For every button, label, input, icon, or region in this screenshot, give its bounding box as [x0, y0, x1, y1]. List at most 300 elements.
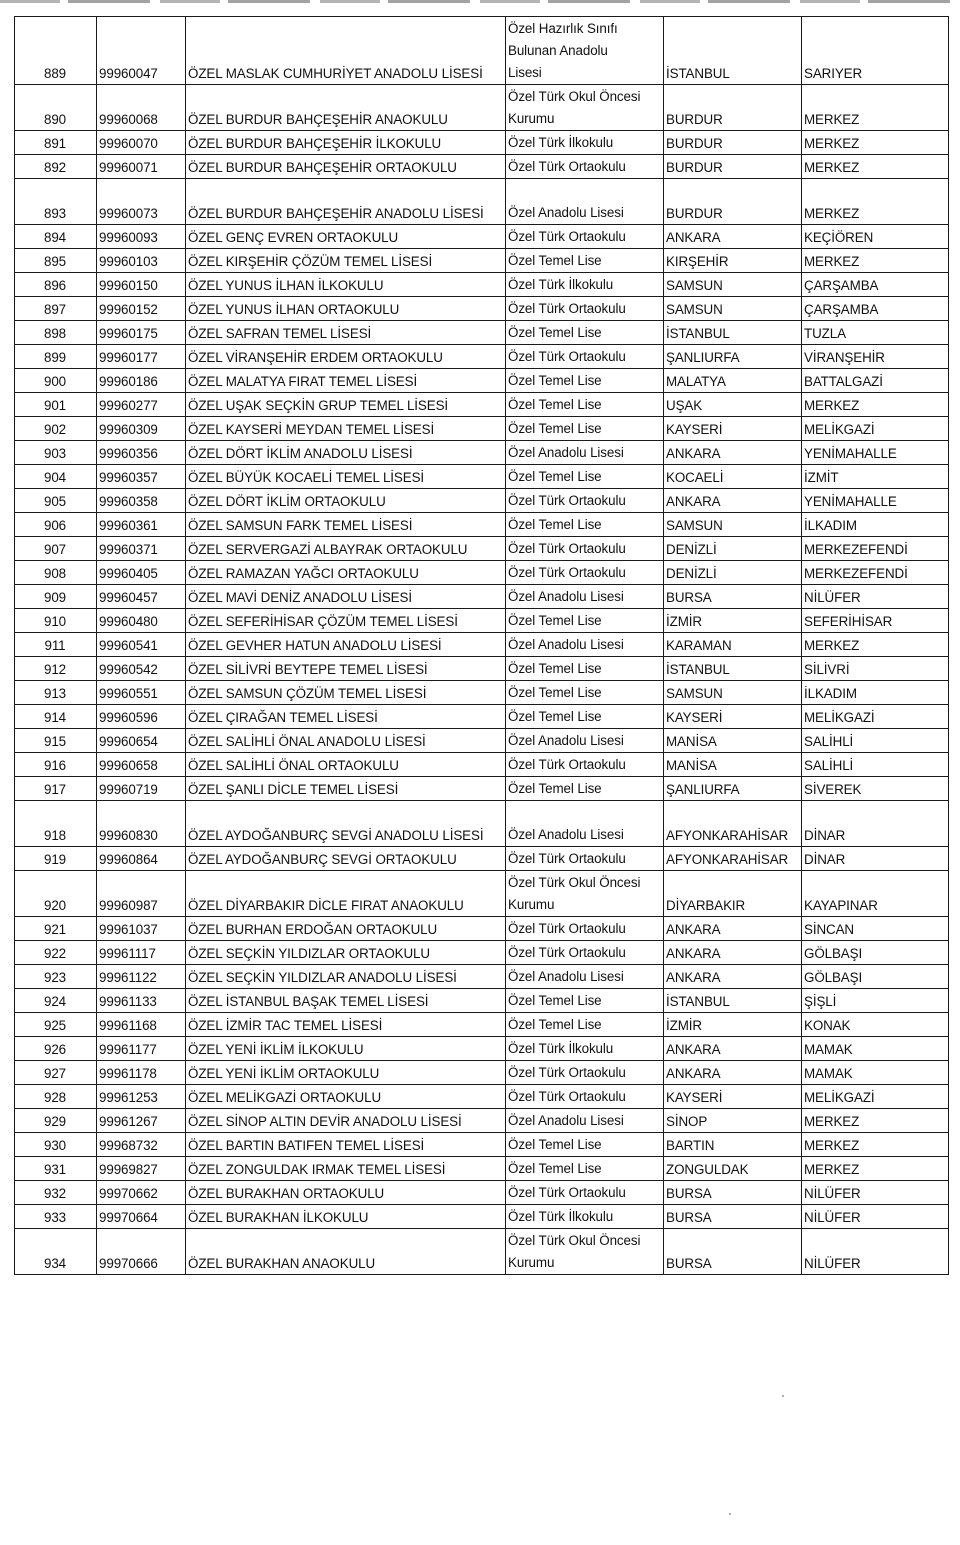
cell-row-number: 908 [15, 561, 97, 585]
table-row [15, 585, 949, 609]
cell-province: SİNOP [664, 1109, 802, 1133]
cell-province: BURDUR [664, 85, 802, 131]
cell-institution-code: 99960309 [97, 417, 186, 441]
cell-institution-code: 99960361 [97, 513, 186, 537]
cell-institution-code: 99960480 [97, 609, 186, 633]
cell-row-number: 926 [15, 1037, 97, 1061]
table-row [15, 609, 949, 633]
cell-institution-type [506, 989, 664, 1013]
cell-row-number: 895 [15, 249, 97, 273]
table-row [15, 155, 949, 179]
cell-school-name: ÖZEL SALİHLİ ÖNAL ANADOLU LİSESİ [186, 729, 506, 753]
cell-district: İZMİT [802, 465, 949, 489]
institution-type-line: Özel Temel Lise [508, 613, 602, 628]
cell-school-name: ÖZEL BURHAN ERDOĞAN ORTAOKULU [186, 917, 506, 941]
cell-school-name: ÖZEL SEFERİHİSAR ÇÖZÜM TEMEL LİSESİ [186, 609, 506, 633]
cell-school-name: ÖZEL GENÇ EVREN ORTAOKULU [186, 225, 506, 249]
cell-row-number: 910 [15, 609, 97, 633]
cell-row-number: 933 [15, 1205, 97, 1229]
cell-institution-code: 99961122 [97, 965, 186, 989]
institution-type-line: Özel Türk Ortaokulu [508, 1065, 626, 1080]
institution-type-line: Özel Türk Ortaokulu [508, 493, 626, 508]
institution-type-line: Özel Temel Lise [508, 253, 602, 268]
cell-institution-type [506, 17, 664, 85]
cell-institution-code: 99960103 [97, 249, 186, 273]
cell-district: YENİMAHALLE [802, 489, 949, 513]
cell-district: MERKEZ [802, 179, 949, 225]
cell-school-name: ÖZEL BÜYÜK KOCAELİ TEMEL LİSESİ [186, 465, 506, 489]
institution-type-line: Özel Türk İlkokulu [508, 135, 614, 150]
cell-institution-type [506, 1109, 664, 1133]
cell-province: MANİSA [664, 729, 802, 753]
institution-type-line: Özel Türk Ortaokulu [508, 757, 626, 772]
cell-institution-type [506, 657, 664, 681]
cell-school-name: ÖZEL SEÇKİN YILDIZLAR ORTAOKULU [186, 941, 506, 965]
institution-type-line: Özel Türk Ortaokulu [508, 1089, 626, 1104]
table-row [15, 753, 949, 777]
cell-row-number: 912 [15, 657, 97, 681]
cell-row-number: 892 [15, 155, 97, 179]
cell-row-number: 929 [15, 1109, 97, 1133]
table-row [15, 1085, 949, 1109]
table-row [15, 1013, 949, 1037]
cell-province: BURSA [664, 1205, 802, 1229]
table-row [15, 417, 949, 441]
cell-row-number: 921 [15, 917, 97, 941]
cell-province: KARAMAN [664, 633, 802, 657]
cell-school-name: ÖZEL VİRANŞEHİR ERDEM ORTAOKULU [186, 345, 506, 369]
table-row [15, 1061, 949, 1085]
cell-institution-type [506, 179, 664, 225]
institution-type-line: Özel Türk Ortaokulu [508, 229, 626, 244]
cell-institution-code: 99960070 [97, 131, 186, 155]
cell-institution-type [506, 729, 664, 753]
cell-district: SİNCAN [802, 917, 949, 941]
cell-district: SARIYER [802, 17, 949, 85]
table-row [15, 705, 949, 729]
cell-row-number: 903 [15, 441, 97, 465]
institution-type-line: Özel Türk Ortaokulu [508, 159, 626, 174]
institution-type-line: Özel Temel Lise [508, 1017, 602, 1032]
table-row [15, 179, 949, 225]
cell-institution-code: 99960864 [97, 847, 186, 871]
institution-type-line: Özel Türk Ortaokulu [508, 921, 626, 936]
cell-institution-type [506, 681, 664, 705]
cell-institution-type [506, 417, 664, 441]
cell-province: KIRŞEHİR [664, 249, 802, 273]
scan-edge-artifact [0, 0, 960, 3]
institution-type-line: Özel Türk Ortaokulu [508, 565, 626, 580]
cell-district: YENİMAHALLE [802, 441, 949, 465]
cell-district: İLKADIM [802, 513, 949, 537]
cell-row-number: 894 [15, 225, 97, 249]
cell-province: BURDUR [664, 155, 802, 179]
cell-district: MAMAK [802, 1061, 949, 1085]
table-body [15, 17, 949, 1275]
cell-row-number: 907 [15, 537, 97, 561]
table-row [15, 777, 949, 801]
cell-row-number: 902 [15, 417, 97, 441]
cell-school-name: ÖZEL SALİHLİ ÖNAL ORTAOKULU [186, 753, 506, 777]
cell-institution-type [506, 1013, 664, 1037]
cell-province: DİYARBAKIR [664, 871, 802, 917]
cell-province: İSTANBUL [664, 321, 802, 345]
cell-province: KOCAELİ [664, 465, 802, 489]
cell-institution-code: 99960654 [97, 729, 186, 753]
cell-district: NİLÜFER [802, 585, 949, 609]
cell-district: DİNAR [802, 801, 949, 847]
cell-school-name: ÖZEL KIRŞEHİR ÇÖZÜM TEMEL LİSESİ [186, 249, 506, 273]
cell-province: KAYSERİ [664, 417, 802, 441]
cell-institution-code: 99960405 [97, 561, 186, 585]
institution-type-line: Kurumu [508, 111, 555, 126]
institution-type-line: Özel Temel Lise [508, 421, 602, 436]
cell-row-number: 924 [15, 989, 97, 1013]
institution-type-line: Özel Temel Lise [508, 373, 602, 388]
cell-province: İZMİR [664, 1013, 802, 1037]
cell-institution-type [506, 871, 664, 917]
institution-type-line: Özel Hazırlık Sınıfı [508, 21, 618, 36]
cell-district: DİNAR [802, 847, 949, 871]
table-row [15, 941, 949, 965]
table-row [15, 465, 949, 489]
table-row [15, 1205, 949, 1229]
cell-district: MELİKGAZİ [802, 705, 949, 729]
cell-row-number: 930 [15, 1133, 97, 1157]
table-row [15, 965, 949, 989]
cell-institution-type [506, 1085, 664, 1109]
institution-type-line: Özel Temel Lise [508, 1161, 602, 1176]
cell-district: MERKEZEFENDİ [802, 561, 949, 585]
cell-district: ÇARŞAMBA [802, 273, 949, 297]
cell-district: NİLÜFER [802, 1229, 949, 1275]
table-row [15, 297, 949, 321]
cell-school-name: ÖZEL YUNUS İLHAN ORTAOKULU [186, 297, 506, 321]
cell-province: ANKARA [664, 1061, 802, 1085]
cell-school-name: ÖZEL RAMAZAN YAĞCI ORTAOKULU [186, 561, 506, 585]
institution-type-line: Özel Anadolu Lisesi [508, 205, 624, 220]
cell-institution-code: 99960987 [97, 871, 186, 917]
cell-school-name: ÖZEL YUNUS İLHAN İLKOKULU [186, 273, 506, 297]
cell-school-name: ÖZEL MALATYA FIRAT TEMEL LİSESİ [186, 369, 506, 393]
cell-province: SAMSUN [664, 273, 802, 297]
cell-institution-code: 99960830 [97, 801, 186, 847]
cell-row-number: 911 [15, 633, 97, 657]
institution-type-line: Özel Türk İlkokulu [508, 277, 614, 292]
cell-district: GÖLBAŞI [802, 965, 949, 989]
cell-row-number: 914 [15, 705, 97, 729]
institution-type-line: Özel Temel Lise [508, 781, 602, 796]
cell-school-name: ÖZEL SİLİVRİ BEYTEPE TEMEL LİSESİ [186, 657, 506, 681]
cell-institution-code: 99961178 [97, 1061, 186, 1085]
cell-province: DENİZLİ [664, 537, 802, 561]
cell-district: SİVEREK [802, 777, 949, 801]
cell-province: ANKARA [664, 917, 802, 941]
cell-district: SALİHLİ [802, 753, 949, 777]
cell-school-name: ÖZEL YENİ İKLİM İLKOKULU [186, 1037, 506, 1061]
institution-type-line: Özel Türk Ortaokulu [508, 945, 626, 960]
cell-school-name: ÖZEL DÖRT İKLİM ANADOLU LİSESİ [186, 441, 506, 465]
cell-row-number: 922 [15, 941, 97, 965]
cell-row-number: 928 [15, 1085, 97, 1109]
cell-row-number: 890 [15, 85, 97, 131]
table-row [15, 681, 949, 705]
cell-district: MERKEZ [802, 85, 949, 131]
cell-row-number: 909 [15, 585, 97, 609]
cell-institution-code: 99961117 [97, 941, 186, 965]
cell-province: SAMSUN [664, 297, 802, 321]
institution-type-line: Özel Temel Lise [508, 517, 602, 532]
cell-school-name: ÖZEL GEVHER HATUN ANADOLU LİSESİ [186, 633, 506, 657]
cell-province: İSTANBUL [664, 657, 802, 681]
cell-district: GÖLBAŞI [802, 941, 949, 965]
cell-institution-code: 99960177 [97, 345, 186, 369]
cell-institution-code: 99960093 [97, 225, 186, 249]
cell-district: İLKADIM [802, 681, 949, 705]
institution-type-line: Özel Anadolu Lisesi [508, 969, 624, 984]
table-row [15, 633, 949, 657]
cell-institution-code: 99970662 [97, 1181, 186, 1205]
cell-district: MERKEZ [802, 393, 949, 417]
cell-row-number: 920 [15, 871, 97, 917]
cell-institution-code: 99960186 [97, 369, 186, 393]
cell-district: SALİHLİ [802, 729, 949, 753]
cell-province: BURSA [664, 1181, 802, 1205]
cell-district: VİRANŞEHİR [802, 345, 949, 369]
cell-institution-type [506, 273, 664, 297]
cell-row-number: 893 [15, 179, 97, 225]
cell-row-number: 923 [15, 965, 97, 989]
cell-institution-type [506, 155, 664, 179]
cell-district: NİLÜFER [802, 1181, 949, 1205]
cell-institution-type [506, 345, 664, 369]
cell-province: ANKARA [664, 225, 802, 249]
table-row [15, 1133, 949, 1157]
cell-school-name: ÖZEL AYDOĞANBURÇ SEVGİ ANADOLU LİSESİ [186, 801, 506, 847]
cell-institution-type [506, 321, 664, 345]
table-row [15, 17, 949, 85]
cell-school-name: ÖZEL SAMSUN ÇÖZÜM TEMEL LİSESİ [186, 681, 506, 705]
cell-row-number: 900 [15, 369, 97, 393]
cell-row-number: 904 [15, 465, 97, 489]
cell-district: MERKEZ [802, 155, 949, 179]
cell-institution-code: 99961133 [97, 989, 186, 1013]
institution-type-line: Özel Temel Lise [508, 661, 602, 676]
cell-school-name: ÖZEL MELİKGAZİ ORTAOKULU [186, 1085, 506, 1109]
cell-province: ANKARA [664, 941, 802, 965]
institution-type-line: Özel Temel Lise [508, 469, 602, 484]
institution-type-line: Özel Temel Lise [508, 325, 602, 340]
table-row [15, 729, 949, 753]
institution-type-line: Özel Temel Lise [508, 709, 602, 724]
table-row [15, 801, 949, 847]
cell-institution-code: 99960357 [97, 465, 186, 489]
table-row [15, 131, 949, 155]
cell-row-number: 932 [15, 1181, 97, 1205]
cell-province: BARTIN [664, 1133, 802, 1157]
cell-institution-code: 99960596 [97, 705, 186, 729]
cell-institution-code: 99961177 [97, 1037, 186, 1061]
cell-institution-code: 99960658 [97, 753, 186, 777]
table-row [15, 225, 949, 249]
cell-school-name: ÖZEL SERVERGAZİ ALBAYRAK ORTAOKULU [186, 537, 506, 561]
institution-type-line: Özel Anadolu Lisesi [508, 637, 624, 652]
cell-institution-code: 99960371 [97, 537, 186, 561]
cell-institution-type [506, 1229, 664, 1275]
table-row [15, 345, 949, 369]
cell-row-number: 934 [15, 1229, 97, 1275]
cell-province: BURDUR [664, 179, 802, 225]
cell-institution-type [506, 369, 664, 393]
cell-institution-type [506, 847, 664, 871]
cell-institution-type [506, 537, 664, 561]
cell-row-number: 927 [15, 1061, 97, 1085]
cell-row-number: 917 [15, 777, 97, 801]
table-row [15, 537, 949, 561]
table-row [15, 489, 949, 513]
cell-institution-type [506, 1157, 664, 1181]
cell-province: MANİSA [664, 753, 802, 777]
cell-school-name: ÖZEL SİNOP ALTIN DEVİR ANADOLU LİSESİ [186, 1109, 506, 1133]
institution-type-line: Özel Türk İlkokulu [508, 1209, 614, 1224]
cell-row-number: 901 [15, 393, 97, 417]
cell-district: NİLÜFER [802, 1205, 949, 1229]
institution-type-line: Özel Türk Ortaokulu [508, 851, 626, 866]
cell-province: İSTANBUL [664, 17, 802, 85]
cell-province: ANKARA [664, 1037, 802, 1061]
cell-institution-code: 99960551 [97, 681, 186, 705]
cell-school-name: ÖZEL ZONGULDAK IRMAK TEMEL LİSESİ [186, 1157, 506, 1181]
cell-school-name: ÖZEL ÇIRAĞAN TEMEL LİSESİ [186, 705, 506, 729]
cell-row-number: 913 [15, 681, 97, 705]
cell-institution-type [506, 1133, 664, 1157]
cell-province: BURDUR [664, 131, 802, 155]
cell-school-name: ÖZEL MAVİ DENİZ ANADOLU LİSESİ [186, 585, 506, 609]
institution-type-line: Özel Anadolu Lisesi [508, 1113, 624, 1128]
cell-row-number: 898 [15, 321, 97, 345]
cell-institution-type [506, 609, 664, 633]
cell-district: KAYAPINAR [802, 871, 949, 917]
cell-institution-type [506, 917, 664, 941]
cell-province: ANKARA [664, 965, 802, 989]
cell-district: KEÇİÖREN [802, 225, 949, 249]
institution-type-line: Özel Temel Lise [508, 993, 602, 1008]
cell-province: ZONGULDAK [664, 1157, 802, 1181]
cell-district: MELİKGAZİ [802, 1085, 949, 1109]
institution-type-line: Özel Temel Lise [508, 685, 602, 700]
cell-school-name: ÖZEL BURDUR BAHÇEŞEHİR ORTAOKULU [186, 155, 506, 179]
table-row [15, 393, 949, 417]
institution-type-line: Özel Temel Lise [508, 397, 602, 412]
cell-institution-code: 99960356 [97, 441, 186, 465]
cell-institution-code: 99960541 [97, 633, 186, 657]
institution-type-line: Özel Türk Ortaokulu [508, 1185, 626, 1200]
cell-school-name: ÖZEL DÖRT İKLİM ORTAOKULU [186, 489, 506, 513]
table-row [15, 369, 949, 393]
cell-province: MALATYA [664, 369, 802, 393]
cell-institution-code: 99960150 [97, 273, 186, 297]
cell-school-name: ÖZEL BURAKHAN İLKOKULU [186, 1205, 506, 1229]
cell-province: DENİZLİ [664, 561, 802, 585]
cell-district: MAMAK [802, 1037, 949, 1061]
cell-institution-code: 99970666 [97, 1229, 186, 1275]
cell-school-name: ÖZEL BURAKHAN ORTAOKULU [186, 1181, 506, 1205]
cell-province: KAYSERİ [664, 1085, 802, 1109]
table-row [15, 1181, 949, 1205]
cell-institution-type [506, 965, 664, 989]
cell-row-number: 918 [15, 801, 97, 847]
table-row [15, 917, 949, 941]
school-list-table [14, 16, 949, 1275]
cell-school-name: ÖZEL YENİ İKLİM ORTAOKULU [186, 1061, 506, 1085]
cell-school-name: ÖZEL İSTANBUL BAŞAK TEMEL LİSESİ [186, 989, 506, 1013]
cell-row-number: 931 [15, 1157, 97, 1181]
cell-row-number: 906 [15, 513, 97, 537]
scan-speck [782, 1395, 784, 1397]
institution-type-line: Özel Türk Ortaokulu [508, 349, 626, 364]
cell-institution-code: 99960047 [97, 17, 186, 85]
institution-type-line: Özel Türk Okul Öncesi [508, 875, 641, 890]
cell-district: MERKEZEFENDİ [802, 537, 949, 561]
table-row [15, 321, 949, 345]
cell-province: KAYSERİ [664, 705, 802, 729]
table-row [15, 273, 949, 297]
cell-district: MERKEZ [802, 131, 949, 155]
cell-row-number: 905 [15, 489, 97, 513]
cell-district: MERKEZ [802, 249, 949, 273]
cell-institution-code: 99960152 [97, 297, 186, 321]
cell-school-name: ÖZEL BARTIN BATIFEN TEMEL LİSESİ [186, 1133, 506, 1157]
cell-institution-type [506, 941, 664, 965]
cell-district: ÇARŞAMBA [802, 297, 949, 321]
cell-district: SEFERİHİSAR [802, 609, 949, 633]
cell-institution-type [506, 705, 664, 729]
cell-district: MERKEZ [802, 1133, 949, 1157]
cell-school-name: ÖZEL BURDUR BAHÇEŞEHİR ANADOLU LİSESİ [186, 179, 506, 225]
cell-institution-type [506, 85, 664, 131]
institution-type-line: Özel Anadolu Lisesi [508, 733, 624, 748]
institution-type-line: Özel Türk Ortaokulu [508, 541, 626, 556]
cell-school-name: ÖZEL AYDOĞANBURÇ SEVGİ ORTAOKULU [186, 847, 506, 871]
cell-institution-code: 99961253 [97, 1085, 186, 1109]
table-row [15, 1229, 949, 1275]
institution-type-line: Özel Anadolu Lisesi [508, 445, 624, 460]
cell-institution-type [506, 801, 664, 847]
cell-institution-code: 99960071 [97, 155, 186, 179]
cell-row-number: 889 [15, 17, 97, 85]
table-row [15, 513, 949, 537]
cell-province: ŞANLIURFA [664, 345, 802, 369]
institution-type-line: Özel Türk Ortaokulu [508, 301, 626, 316]
cell-institution-code: 99968732 [97, 1133, 186, 1157]
cell-institution-type [506, 1205, 664, 1229]
cell-district: ŞİŞLİ [802, 989, 949, 1013]
table-row [15, 871, 949, 917]
table-row [15, 249, 949, 273]
cell-district: MERKEZ [802, 1109, 949, 1133]
cell-institution-type [506, 777, 664, 801]
cell-institution-type [506, 441, 664, 465]
cell-institution-type [506, 131, 664, 155]
cell-institution-code: 99961037 [97, 917, 186, 941]
cell-district: MERKEZ [802, 1157, 949, 1181]
table-row [15, 1109, 949, 1133]
cell-district: MERKEZ [802, 633, 949, 657]
cell-institution-code: 99960277 [97, 393, 186, 417]
cell-institution-type [506, 1061, 664, 1085]
cell-institution-type [506, 585, 664, 609]
cell-institution-type [506, 513, 664, 537]
